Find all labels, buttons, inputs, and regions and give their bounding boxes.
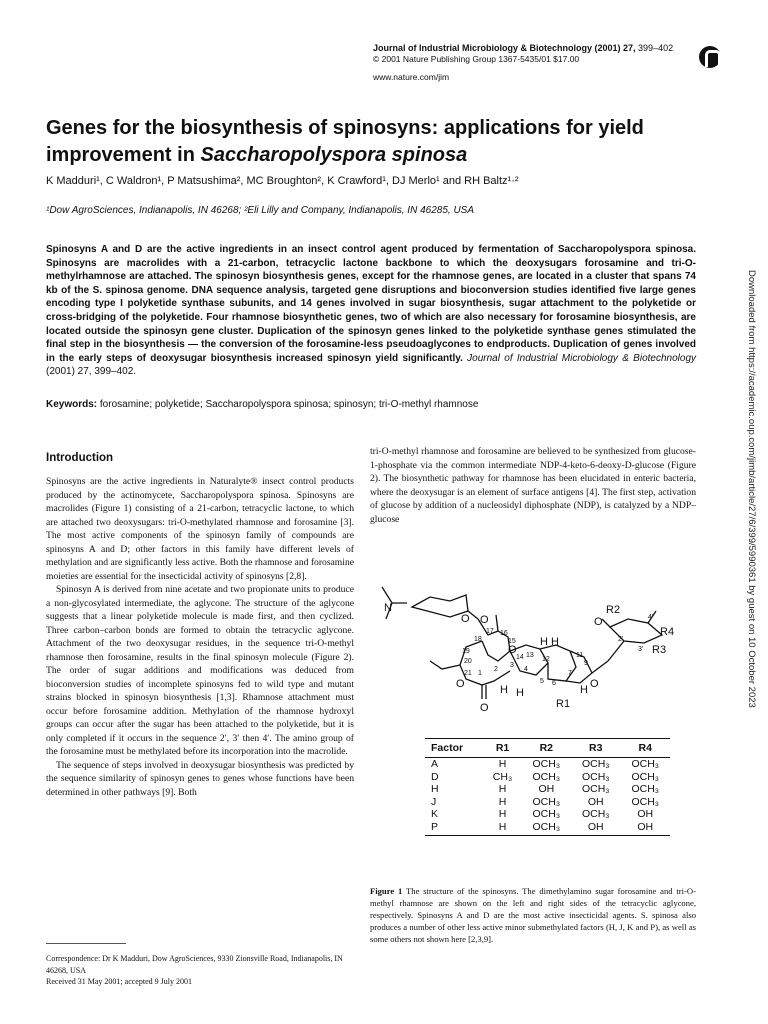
table-header-cell: R4: [621, 739, 671, 758]
affiliations: ¹Dow AgroSciences, Indianapolis, IN 46268; ²Eli Lilly and Company, Indianapolis, IN 46285, USA: [46, 205, 475, 216]
spinosyn-structure-diagram: [370, 575, 696, 735]
position-number: 18: [474, 636, 482, 643]
table-cell: H: [483, 821, 521, 836]
table-cell: OH: [637, 808, 654, 820]
oxygen-label: O: [480, 614, 489, 626]
h-label: H: [500, 684, 508, 696]
position-number: 5: [540, 678, 544, 685]
table-header-row: [425, 739, 670, 758]
figure-caption: Figure 1 The structure of the spinosyns. The dimethylamino sugar forosamine and tri-O-methyl rhamnose are shown on the left and right sides of the tetracyclic aglycone, respectively. Spinosyns A and D are the most active insecticidal agents. S. spinosa also produces a number of other less active minor submethylated factors (H, J, K and P), as well as some others not shown here [2,3,9].: [370, 886, 696, 944]
r1-label: R1: [556, 698, 571, 710]
r4-label: R4: [660, 626, 675, 638]
copyright-line: © 2001 Nature Publishing Group 1367-5435/01 $17.00: [373, 54, 580, 64]
abstract: Spinosyns A and D are the active ingredients in an insect control agent produced by fermentation of Saccharopolyspora spinosa. Spinosyns are macrolides with a 21-carbon, tetracyclic lactone backbone to which the deoxysugars forosamine and tri-O-methylrhamnose are attached. The spinosyn biosynthesis genes, except for the rhamnose genes, are located in a cluster that spans 74 kb of the S. spinosa genome. DNA sequence analysis, targeted gene disruptions and bioconversion studies identified five large genes encoding type I polyketide synthase subunits, and 14 genes involved in sugar biosynthesis, sugar attachment to the polyketide or cross-bridging of the polyketide. Four rhamnose biosynthetic genes, two of which are also necessary for forosamine biosynthesis, are located outside the spinosyn gene cluster. Duplication of the spinosyn genes linked to the polyketide synthase genes stimulated the final step in the biosynthesis — the conversion of the forosamine-less pseudoaglycones to endproducts. Duplication of genes involved in the early steps of deoxysugar biosynthesis increased spinosyn yield significantly. Journal of Industrial Microbiology & Biotechnology (2001) 27, 399–402.: [46, 244, 697, 378]
n-methyl-bond: [382, 587, 407, 603]
carbonyl-oxygen-label: O: [480, 702, 489, 714]
table-cell: OCH₃: [532, 808, 561, 820]
r3-label: R3: [652, 644, 667, 656]
table-cell: OH: [571, 821, 620, 836]
oxygen-label: O: [590, 678, 599, 690]
r2-label: R2: [606, 604, 621, 616]
table-cell: OCH₃: [581, 758, 610, 770]
hh-label: H H: [540, 636, 559, 648]
paragraph: Spinosyns are the active ingredients in Naturalyte® insect control products produced by the actinomycete, Saccharopolyspora spinosa. Spinosyns are macrolides (Figure 1) consisting of a 21-carbon, tetracyclic lactone, to which are attached two deoxysugars: tri-O-methylated rhamnose and forosamine [3]. The most active components of the spinosyn family of compounds are spinosyns A and D; other factors in this family have different levels of methylation and are significantly less active. Both the rhamnose and forosamine moieties are essential for the insecticidal activity of spinosyns [2,8].: [46, 476, 354, 582]
position-number: 21: [464, 670, 472, 677]
table-cell: OCH₃: [581, 808, 610, 820]
table-row: [425, 758, 670, 771]
table-cell: OCH₃: [631, 758, 660, 770]
table-cell: CH₃: [492, 770, 513, 783]
table-cell: OCH₃: [522, 821, 571, 836]
structure-position-numbers: [462, 614, 654, 687]
position-number: 19: [462, 648, 470, 655]
position-number: 12: [542, 656, 550, 663]
table-header-cell: R1: [483, 739, 521, 758]
table-cell: H: [498, 808, 507, 820]
received-dates: Received 31 May 2001; accepted 9 July 2001: [46, 977, 192, 986]
position-number: 17: [486, 628, 494, 635]
paragraph: Spinosyn A is derived from nine acetate and two propionate units to produce a non-glycosylated intermediate, the aglycone. The structure of the aglycone suggests that a linear polyketide molecule is made first, and then cyclized. Three carbon–carbon bonds are formed to obtain the tetracyclic aglycone. Attachment of the two deoxysugar residues, in the sequence tri-O-methyl rhamnose then forosamine, results in the final spinosyn molecule (Figure 2). The order of sugar additions and modifications was deduced from bioconversion studies of incomplete spinosyns fed to wild type and mutant strains blocked in spinosyn biosynthesis [1,3]. Rhamnose attachment must occur before forosamine addition. Methylation of the rhamnose hydroxyl groups can occur after the sugar has been attached to the polyketide, but it is only completed if it occurs in the sequence 2′, 3′ then 4′. The amino group of the forosamine must be methylated before its incorporation into the macrolide.: [46, 584, 354, 757]
table-cell: OH: [538, 783, 555, 795]
table-cell: P: [425, 821, 483, 836]
table-cell: K: [431, 808, 439, 820]
table-cell: OCH₃: [581, 770, 610, 783]
right-column: [370, 445, 696, 526]
table-cell: OCH₃: [631, 795, 660, 808]
paragraph: tri-O-methyl rhamnose and forosamine are believed to be synthesized from glucose-1-phosphate via the common intermediate NDP-4-keto-6-deoxy-D-glucose (Figure 2). The biosynthetic pathway for rhamnose has been elucidated in enteric bacteria, where the deoxysugar is an element of surface antigens [4]. The first step, activation of glucose by addition of a nucleosidyl diphosphate (NDP), is catalyzed by a NDP–glucose: [370, 446, 696, 525]
table-header-cell: R3: [571, 739, 620, 758]
table-row: [425, 808, 670, 821]
npg-logo-mark: [705, 50, 721, 67]
table-cell: OH: [587, 795, 604, 808]
position-number: 16: [500, 630, 508, 637]
position-number: 3: [510, 662, 514, 669]
table-cell: OCH₃: [631, 770, 660, 783]
table-cell: OCH₃: [532, 795, 561, 808]
paragraph: The sequence of steps involved in deoxysugar biosynthesis was predicted by the sequence similarity of spinosyn genes to genes whose functions have been determined in other pathways [9]. Both: [46, 759, 354, 798]
h-label: H: [580, 684, 588, 696]
table-cell: OCH₃: [581, 783, 610, 795]
correspondence: Correspondence: Dr K Madduri, Dow AgroSciences, 9330 Zionsville Road, Indianapolis, IN 46268, USA: [46, 954, 343, 975]
table-cell: H: [498, 795, 507, 808]
table-row: [425, 783, 670, 796]
table-cell: H: [431, 783, 439, 795]
factor-table: [425, 738, 670, 836]
position-number: 2: [494, 666, 498, 673]
table-cell: OH: [621, 821, 671, 836]
table-cell: H: [498, 783, 507, 795]
forosamine-ring: [412, 595, 468, 617]
table-row: [425, 821, 670, 836]
table-cell: H: [498, 758, 507, 770]
left-column: [46, 475, 354, 799]
table-header-cell: R2: [522, 739, 571, 758]
position-number: 9: [584, 660, 588, 667]
nitrogen-label: N: [384, 602, 392, 614]
table-cell: A: [431, 758, 439, 770]
footnote: [46, 953, 358, 988]
oxygen-label: O: [456, 678, 465, 690]
table-cell: D: [431, 770, 439, 783]
journal-website: www.nature.com/jim: [373, 72, 450, 82]
position-number: 20: [464, 658, 472, 665]
journal-citation: Journal of Industrial Microbiology & Biotechnology (2001) 27, 399–402: [373, 43, 674, 53]
table-header-cell: Factor: [425, 739, 483, 758]
position-number: 4′: [648, 614, 654, 621]
position-number: 2′: [618, 636, 624, 643]
oxygen-label: O: [594, 616, 603, 628]
position-number: 15: [508, 638, 516, 645]
position-number: 11: [576, 652, 584, 659]
table-cell: J: [431, 795, 437, 808]
h-label: H: [516, 687, 524, 699]
section-heading: Introduction: [46, 452, 114, 464]
position-number: 7: [568, 670, 572, 677]
table-body: [425, 758, 670, 836]
keywords: Keywords: forosamine; polyketide; Saccharopolyspora spinosa; spinosyn; tri-O-methyl rhamnose: [46, 399, 479, 410]
position-number: 3′: [638, 646, 644, 653]
oxygen-label: O: [461, 613, 470, 625]
position-number: 13: [526, 652, 534, 659]
table-row: [425, 796, 670, 809]
position-number: 1: [478, 670, 482, 677]
oxygen-label: O: [508, 644, 517, 656]
article-title: Genes for the biosynthesis of spinosyns: applications for yield improvement in Saccharopolyspora spinosa: [46, 117, 644, 166]
table-row: [425, 771, 670, 784]
table-cell: OCH₃: [532, 770, 561, 783]
position-number: 14: [516, 654, 524, 661]
table-cell: OCH₃: [532, 758, 561, 770]
position-number: 4: [524, 666, 528, 673]
position-number: 6: [552, 680, 556, 687]
author-list: K Madduri¹, C Waldron¹, P Matsushima², MC Broughton², K Crawford¹, DJ Merlo¹ and RH Baltz¹·²: [46, 175, 519, 187]
footnote-divider: [46, 943, 126, 944]
download-notice[interactable]: Downloaded from https://academic.oup.com/jimb/article/27/6/399/5990361 by guest on 10 October 2023: [746, 270, 757, 708]
table-cell: OCH₃: [631, 783, 660, 795]
